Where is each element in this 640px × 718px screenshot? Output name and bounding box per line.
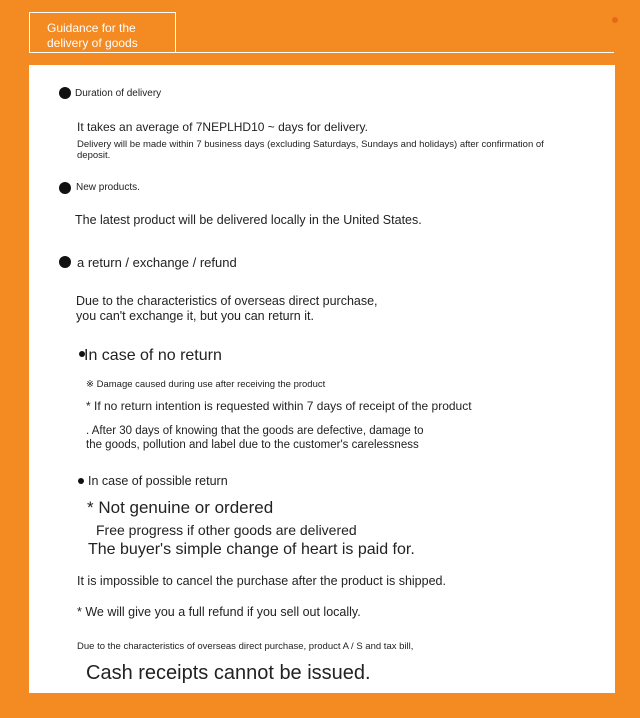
tax-notice: Due to the characteristics of overseas direct purchase, product A / S and tax bill,: [77, 641, 414, 652]
returns-text-1: Due to the characteristics of overseas direct purchase,: [76, 294, 378, 308]
receipt-notice: Cash receipts cannot be issued.: [86, 662, 371, 684]
header-divider: [176, 52, 614, 53]
possible-return-item-3: The buyer's simple change of heart is paid for.: [88, 541, 415, 558]
no-return-item-3-line-2: the goods, pollution and label due to the customer's carelessness: [86, 439, 419, 451]
refund-notice: * We will give you a full refund if you sell out locally.: [77, 605, 361, 619]
cancel-notice: It is impossible to cancel the purchase after the product is shipped.: [77, 574, 446, 588]
bullet-icon: [59, 182, 71, 194]
duration-text-2: Delivery will be made within 7 business days (excluding Saturdays, Sundays and holidays) after confirmation of: [77, 139, 544, 150]
guidance-card: [29, 65, 615, 693]
section-heading-duration: Duration of delivery: [75, 88, 162, 99]
section-heading-new-products: New products.: [76, 182, 140, 193]
bullet-icon: [78, 478, 84, 484]
possible-return-heading: In case of possible return: [88, 474, 228, 488]
no-return-item-1: ※ Damage caused during use after receiving the product: [86, 379, 326, 390]
page-title-line-1: Guidance for the: [47, 21, 136, 35]
duration-text-1: It takes an average of 7NEPLHD10 ~ days for delivery.: [77, 120, 368, 134]
no-return-item-3-line-1: . After 30 days of knowing that the goods are defective, damage to: [86, 425, 424, 437]
no-return-heading: In case of no return: [84, 347, 222, 364]
possible-return-item-2: Free progress if other goods are delivered: [96, 522, 357, 538]
page-title: [29, 12, 176, 53]
bullet-icon: [59, 256, 71, 268]
section-heading-returns: a return / exchange / refund: [77, 255, 237, 270]
no-return-item-2: * If no return intention is requested within 7 days of receipt of the product: [86, 399, 472, 413]
page-title-line-2: delivery of goods: [47, 36, 138, 50]
new-products-text: The latest product will be delivered locally in the United States.: [75, 213, 422, 227]
returns-text-2: you can't exchange it, but you can return it.: [76, 309, 314, 323]
decorative-dot: [612, 17, 618, 23]
bullet-icon: [59, 87, 71, 99]
possible-return-item-1: * Not genuine or ordered: [87, 498, 274, 517]
duration-text-3: deposit.: [77, 150, 111, 161]
